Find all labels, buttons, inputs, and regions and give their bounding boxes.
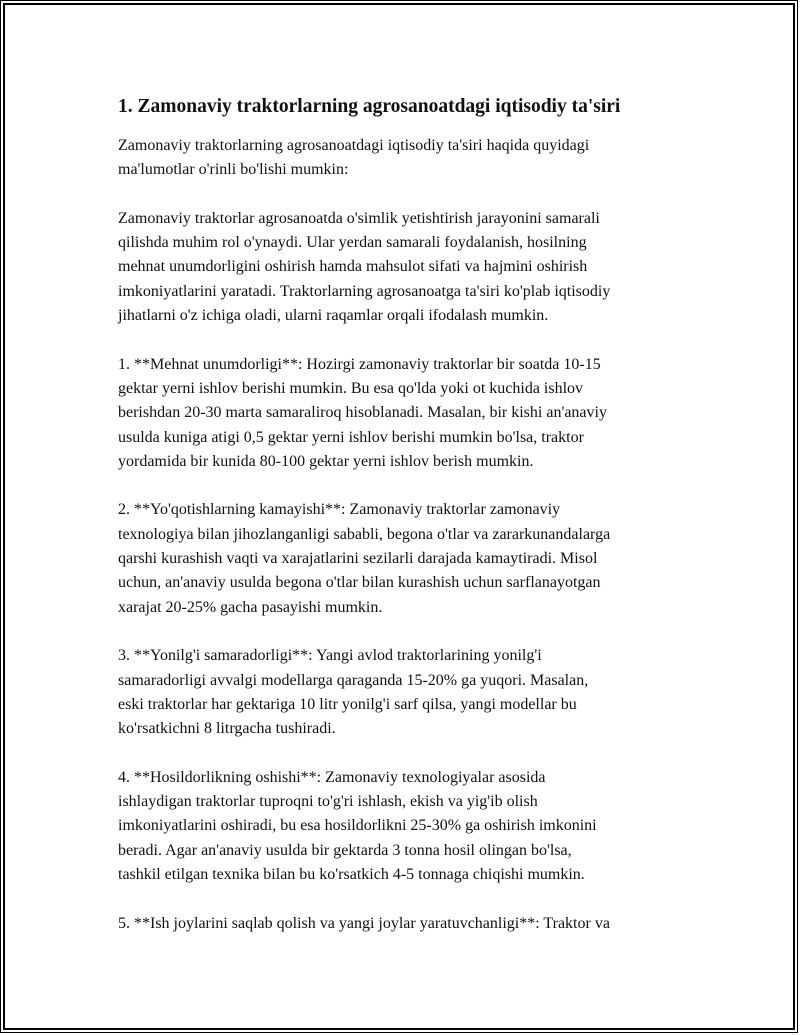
text-line: qarshi kurashish vaqti va xarajatlarini sezilarli darajada kamaytiradi. Misol	[118, 550, 598, 568]
text-line: 3. **Yonilg'i samaradorligi**: Yangi avlod traktorlarining yonilg'i	[118, 647, 542, 665]
intro-paragraph	[118, 134, 703, 183]
point-5-paragraph	[118, 912, 703, 936]
text-line: 4. **Hosildorlikning oshishi**: Zamonaviy texnologiyalar asosida	[118, 768, 546, 786]
text-line: berishdan 20-30 marta samaraliroq hisoblanadi. Masalan, bir kishi an'anaviy	[118, 404, 607, 422]
document-title: 1. Zamonaviy traktorlarning agrosanoatdagi iqtisodiy ta'siri	[118, 96, 621, 117]
text-line: ishlaydigan traktorlar tuproqni to'g'ri ishlash, ekish va yig'ib olish	[118, 793, 538, 811]
text-line: usulda kuniga atigi 0,5 gektar yerni ishlov berishi mumkin bo'lsa, traktor	[118, 428, 584, 446]
text-line: ko'rsatkichni 8 litrgacha tushiradi.	[118, 720, 336, 738]
overview-paragraph	[118, 207, 703, 328]
text-line: qilishda muhim rol o'ynaydi. Ular yerdan samarali foydalanish, hosilning	[118, 234, 587, 252]
text-line: beradi. Agar an'anaviy usulda bir gektarda 3 tonna hosil olingan bo'lsa,	[118, 841, 572, 859]
text-line: yordamida bir kunida 80-100 gektar yerni ishlov berish mumkin.	[118, 452, 534, 470]
text-line: 2. **Yo'qotishlarning kamayishi**: Zamonaviy traktorlar zamonaviy	[118, 501, 561, 519]
text-line: tashkil etilgan texnika bilan bu ko'rsatkich 4-5 tonnaga chiqishi mumkin.	[118, 865, 585, 883]
point-3-paragraph	[118, 644, 703, 741]
text-line: jihatlarni o'z ichiga oladi, ularni raqamlar orqali ifodalash mumkin.	[118, 307, 549, 325]
text-line: ma'lumotlar o'rinli bo'lishi mumkin:	[118, 161, 349, 179]
text-line: uchun, an'anaviy usulda begona o'tlar bilan kurashish uchun sarflanayotgan	[118, 574, 601, 592]
text-line: samaradorligi avvalgi modellarga qaraganda 15-20% ga yuqori. Masalan,	[118, 671, 589, 689]
text-line: mehnat unumdorligini oshirish hamda mahsulot sifati va hajmini oshirish	[118, 258, 588, 276]
text-line: Zamonaviy traktorlar agrosanoatda o'simlik yetishtirish jarayonini samarali	[118, 209, 600, 227]
document-body	[118, 94, 703, 960]
text-line: 1. **Mehnat unumdorligi**: Hozirgi zamonaviy traktorlar bir soatda 10-15	[118, 355, 601, 373]
text-line: 5. **Ish joylarini saqlab qolish va yangi joylar yaratuvchanligi**: Traktor va	[118, 914, 610, 932]
text-line: texnologiya bilan jihozlanganligi sababli, begona o'tlar va zararkunandalarga	[118, 525, 611, 543]
text-line: gektar yerni ishlov berishi mumkin. Bu esa qo'lda yoki ot kuchida ishlov	[118, 379, 584, 397]
text-line: xarajat 20-25% gacha pasayishi mumkin.	[118, 598, 383, 616]
point-4-paragraph	[118, 766, 703, 887]
text-line: eski traktorlar har gektariga 10 litr yonilg'i sarf qilsa, yangi modellar bu	[118, 695, 577, 713]
text-line: imkoniyatlarini oshiradi, bu esa hosildorlikni 25-30% ga oshirish imkonini	[118, 817, 597, 835]
point-2-paragraph	[118, 498, 703, 619]
point-1-paragraph	[118, 353, 703, 474]
text-line: imkoniyatlarini yaratadi. Traktorlarning agrosanoatga ta'siri ko'plab iqtisodiy	[118, 282, 611, 300]
text-line: Zamonaviy traktorlarning agrosanoatdagi iqtisodiy ta'siri haqida quyidagi	[118, 137, 590, 154]
